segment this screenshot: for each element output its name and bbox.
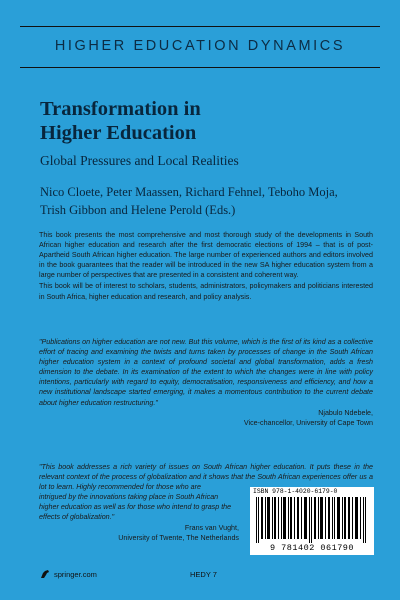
book-subtitle: Global Pressures and Local Realities [40, 153, 239, 168]
description-paragraph: This book will be of interest to scholars, students, administrators, policymakers and politicians interested in South Africa, higher education and research, and policy analysis. [39, 282, 373, 301]
series-name: HIGHER EDUCATION DYNAMICS [54, 38, 346, 54]
quote-author: Njabulo Ndebele, [318, 408, 373, 417]
book-description [39, 230, 373, 302]
quote-text: "Publications on higher education are not new. But this volume, which is the first of its kind as a collective effort of tracing and examining the twists and turns taken by processes of change in the South African higher education system in a context of profound societal and global transformation, adds a fresh dimension to the debate. In its examination of the extent to which the changes were in line with policy intentions, particularly with regard to equity, democratisation, responsiveness and efficiency, and how a new institutional landscape started emerging, it makes a momentous contribution to the current debate about higher education restructuring." [39, 338, 373, 407]
quote-text-continued: intrigued by the innovations taking place in South African higher education as well as for those who intend to grasp the effects of globalization." [39, 493, 232, 522]
ean-number: 9 781402 061790 [269, 543, 354, 553]
description-paragraph: This book presents the most comprehensive and most thorough study of the developments in South African higher education and research after the first democratic elections of 1994 – that is of post-Apartheid South African higher education. The large number of experienced authors and editors involved in the book guarantees that the reader will be introduced in the new SA higher education system from a large number of perspectives that are presented in a consistent and coherent way. [39, 231, 373, 280]
isbn-number: ISBN 978-1-4020-6179-0 [253, 488, 338, 495]
quote-author: Frans van Vught, [184, 523, 239, 532]
springer-horse-logo-icon [40, 570, 50, 579]
top-rule [20, 26, 380, 27]
editors-line: Nico Cloete, Peter Maassen, Richard Fehnel, Teboho Moja, [40, 185, 338, 199]
isbn-barcode [250, 487, 374, 555]
quote-text: "This book addresses a rich variety of issues on South African higher education. It puts these in the relevant context of the process of globalization and it shows that the South African experiences offer us a lot to learn. Highly recommended for those who are [39, 463, 373, 492]
editors [40, 183, 370, 219]
publisher[interactable] [40, 570, 97, 579]
title-line: Higher Education [40, 122, 197, 144]
editors-line: Trish Gibbon and Helene Perold (Eds.) [40, 203, 236, 217]
barcode-bars [254, 497, 370, 543]
series-rule [20, 67, 380, 68]
publisher-url[interactable]: springer.com [54, 570, 97, 579]
quote-affiliation: University of Twente, The Netherlands [118, 533, 239, 542]
title-line: Transformation in [40, 98, 201, 120]
book-title [40, 97, 370, 145]
quote-affiliation: Vice-chancellor, University of Cape Town [243, 418, 373, 427]
endorsement-quote [39, 337, 373, 428]
series-code: HEDY 7 [190, 570, 217, 579]
